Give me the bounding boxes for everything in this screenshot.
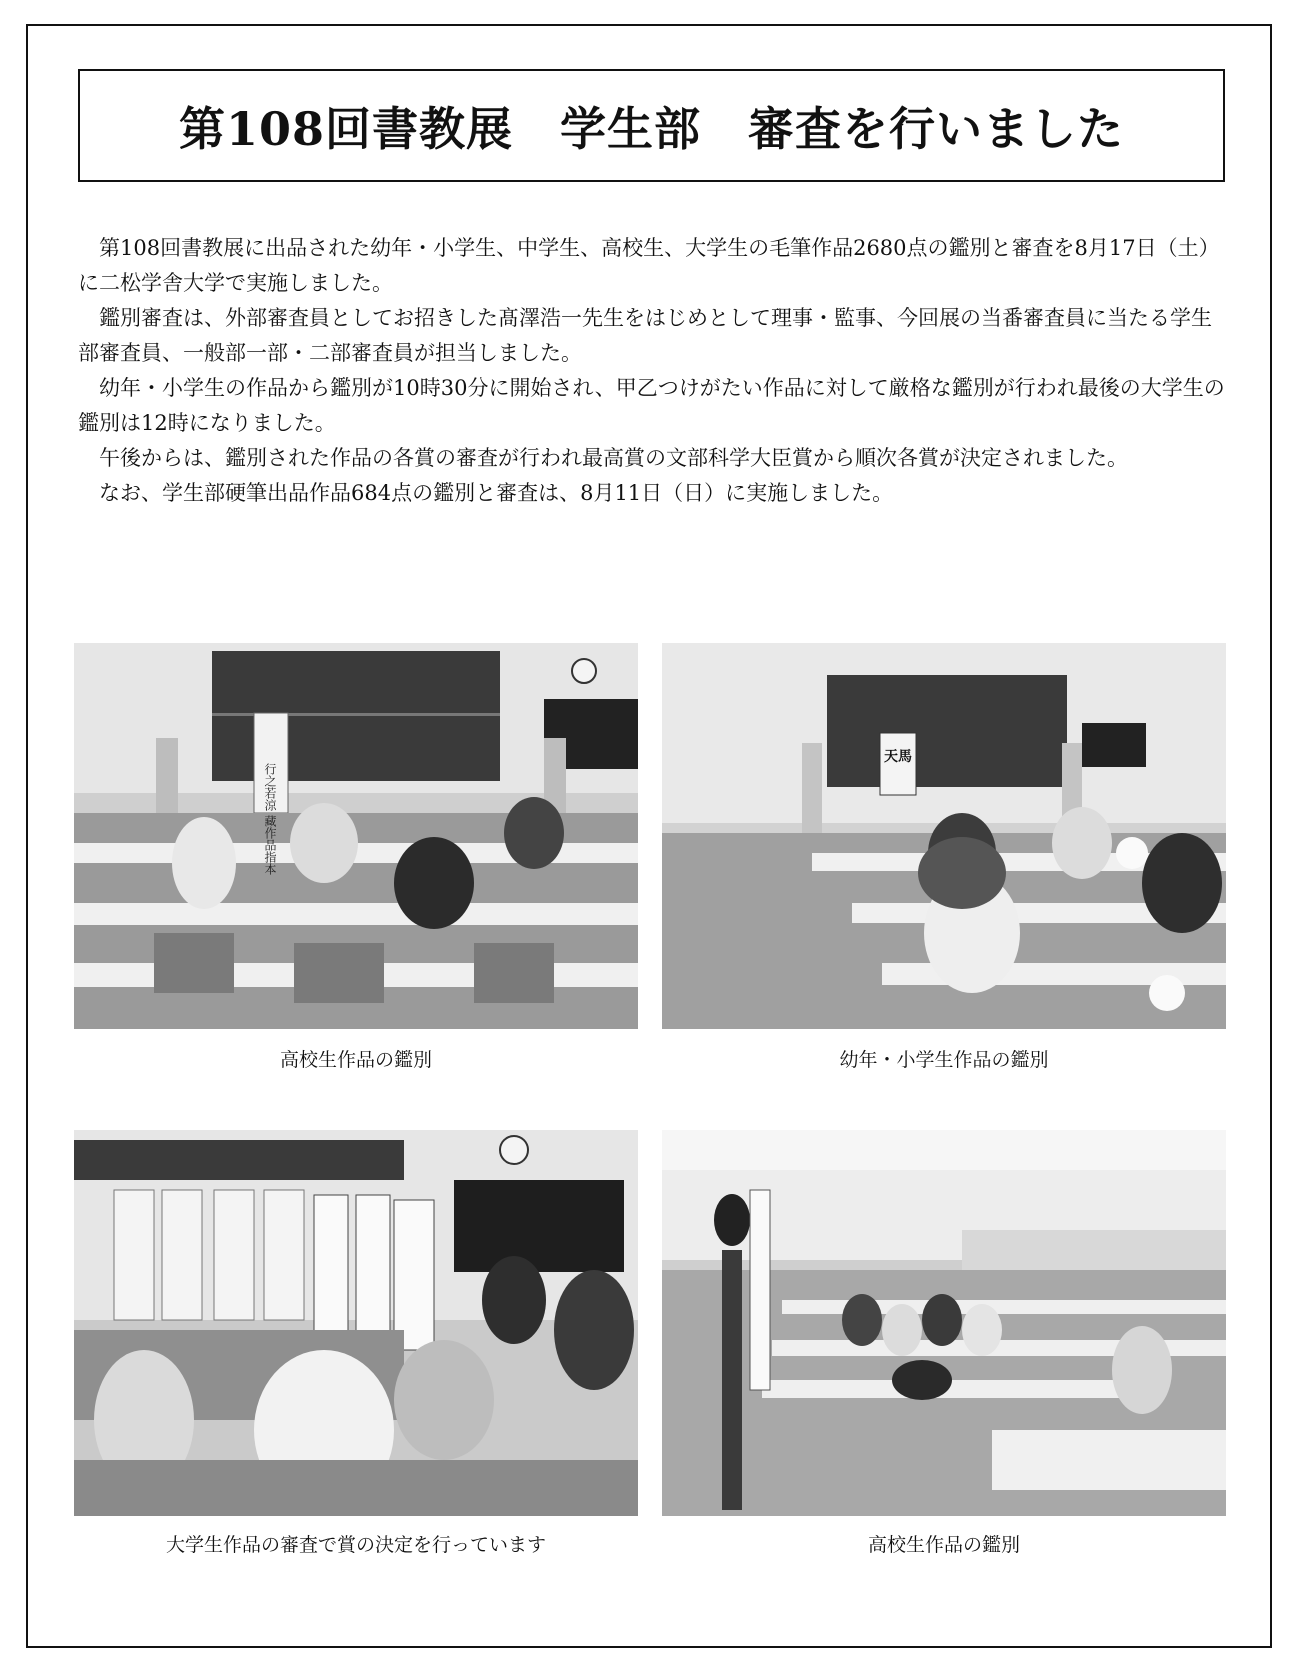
paragraph: 幼年・小学生の作品から鑑別が10時30分に開始され、甲乙つけがたい作品に対して厳格な鑑別が行われ最後の大学生の鑑別は12時になりました。 [78, 376, 1225, 435]
paragraph: 第108回書教展に出品された幼年・小学生、中学生、高校生、大学生の毛筆作品2680点の鑑別と審査を8月17日（土）に二松学舎大学で実施しました。 [78, 236, 1220, 295]
sign-text: 行之若涼 藏作品指本 [263, 763, 277, 875]
photo-classroom-highschool [74, 643, 638, 1029]
photo-caption: 大学生作品の審査で賞の決定を行っています [165, 1534, 546, 1556]
photo-classroom-elementary [662, 643, 1226, 1029]
photo-lecture-hall-highschool [662, 1130, 1226, 1516]
photo-judging-university [74, 1130, 638, 1516]
paragraph: なお、学生部硬筆出品作品684点の鑑別と審査は、8月11日（日）に実施しました。 [99, 481, 894, 505]
photo-caption: 幼年・小学生作品の鑑別 [839, 1049, 1049, 1071]
paragraph: 午後からは、鑑別された作品の各賞の審査が行われ最高賞の文部科学大臣賞から順次各賞が決定されました。 [99, 446, 1128, 470]
photo-caption: 高校生作品の鑑別 [279, 1049, 432, 1071]
sign-text: 天馬 [884, 749, 912, 765]
article-body [78, 231, 1225, 511]
title-box [78, 69, 1225, 182]
photo-caption: 高校生作品の鑑別 [867, 1534, 1020, 1556]
page-title: 第108回書教展 学生部 審査を行いました [178, 101, 1125, 156]
paragraph: 鑑別審査は、外部審査員としてお招きした髙澤浩一先生をはじめとして理事・監事、今回展の当番審査員に当たる学生部審査員、一般部一部・二部審査員が担当しました。 [78, 306, 1212, 365]
